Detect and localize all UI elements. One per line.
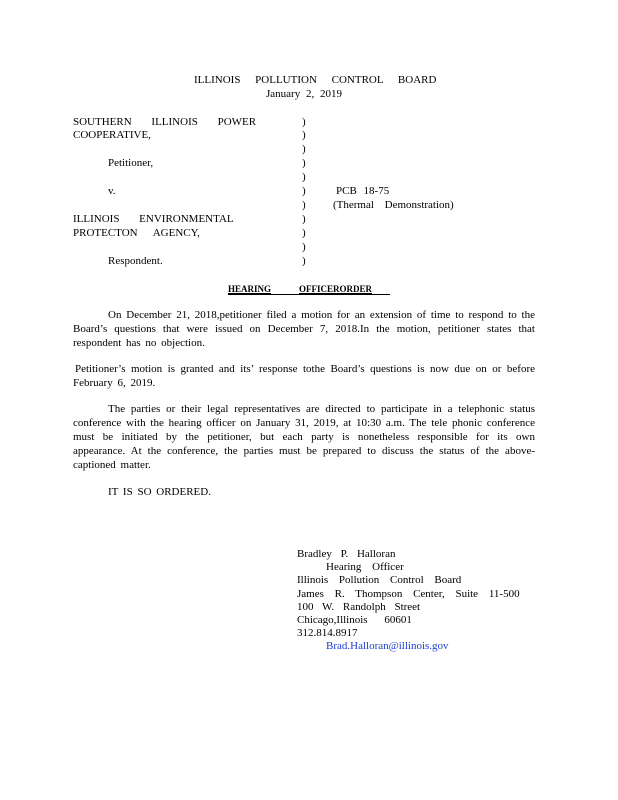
respondent-label: Respondent.	[108, 255, 163, 267]
paragraph-3: The parties or their legal representatives are directed to participate in a telephonic status conference with the hearing officer on January 31, 2019, at 10:30 a.m. The tele phonic conference must be initiated by the petitioner, but each party is nonetheless responsible for its own appearance. At the conference, the parties must be prepared to discuss the status of the above- captioned matter.	[73, 403, 535, 471]
versus: v.	[108, 185, 116, 197]
caption-paren: )	[302, 116, 306, 128]
signer-org: Illinois Pollution Control Board	[297, 574, 462, 587]
signer-title: Hearing Officer	[326, 561, 404, 574]
caption-paren: )	[302, 213, 306, 225]
signer-street: 100 W. Randolph Street	[297, 600, 421, 613]
caption-paren: )	[302, 241, 306, 253]
caption-paren: )	[302, 185, 306, 197]
order-title-underline	[228, 294, 390, 295]
case-number: PCB 18-75	[336, 185, 390, 197]
order-title-word1: HEARING	[228, 284, 272, 294]
petitioner-name-line1: SOUTHERN ILLINOIS POWER	[73, 116, 257, 128]
paragraph-1: On December 21, 2018,petitioner filed a motion for an extension of time to respond to the Board’s questions that were issued on December 7, 2018.In the motion, petitioner states that respondent has no objection.	[73, 309, 535, 349]
board-title: ILLINOIS POLLUTION CONTROL BOARD	[194, 74, 437, 86]
caption-paren: )	[302, 157, 306, 169]
caption-paren: )	[302, 129, 306, 141]
signer-name: Bradley P. Halloran	[297, 548, 396, 560]
signer-building: James R. Thompson Center, Suite 11-500	[297, 587, 520, 600]
caption-paren: )	[302, 171, 306, 183]
signature-block	[297, 548, 557, 654]
paragraph-4: IT IS SO ORDERED.	[108, 486, 211, 498]
petitioner-label: Petitioner,	[108, 157, 154, 169]
caption-paren: )	[302, 227, 306, 239]
case-type: (Thermal Demonstration)	[333, 199, 454, 211]
caption-paren: )	[302, 199, 306, 211]
order-date: January 2, 2019	[266, 88, 342, 100]
caption-paren: )	[302, 255, 306, 267]
respondent-name-line2: PROTECTON AGENCY,	[73, 227, 200, 239]
respondent-name-line1: ILLINOIS ENVIRONMENTAL	[73, 213, 234, 225]
order-title-word2: OFFICERORDER	[299, 284, 373, 294]
petitioner-name-line2: COOPERATIVE,	[73, 129, 151, 141]
signer-city: Chicago,Illinois 60601	[297, 614, 412, 627]
caption-paren: )	[302, 143, 306, 155]
signer-email-link[interactable]: Brad.Halloran@illinois.gov	[326, 640, 449, 653]
paragraph-2: Petitioner’s motion is granted and its’ response tothe Board’s questions is now due on or before February 6, 2019.	[73, 363, 535, 389]
signer-phone: 312.814.8917	[297, 627, 358, 640]
